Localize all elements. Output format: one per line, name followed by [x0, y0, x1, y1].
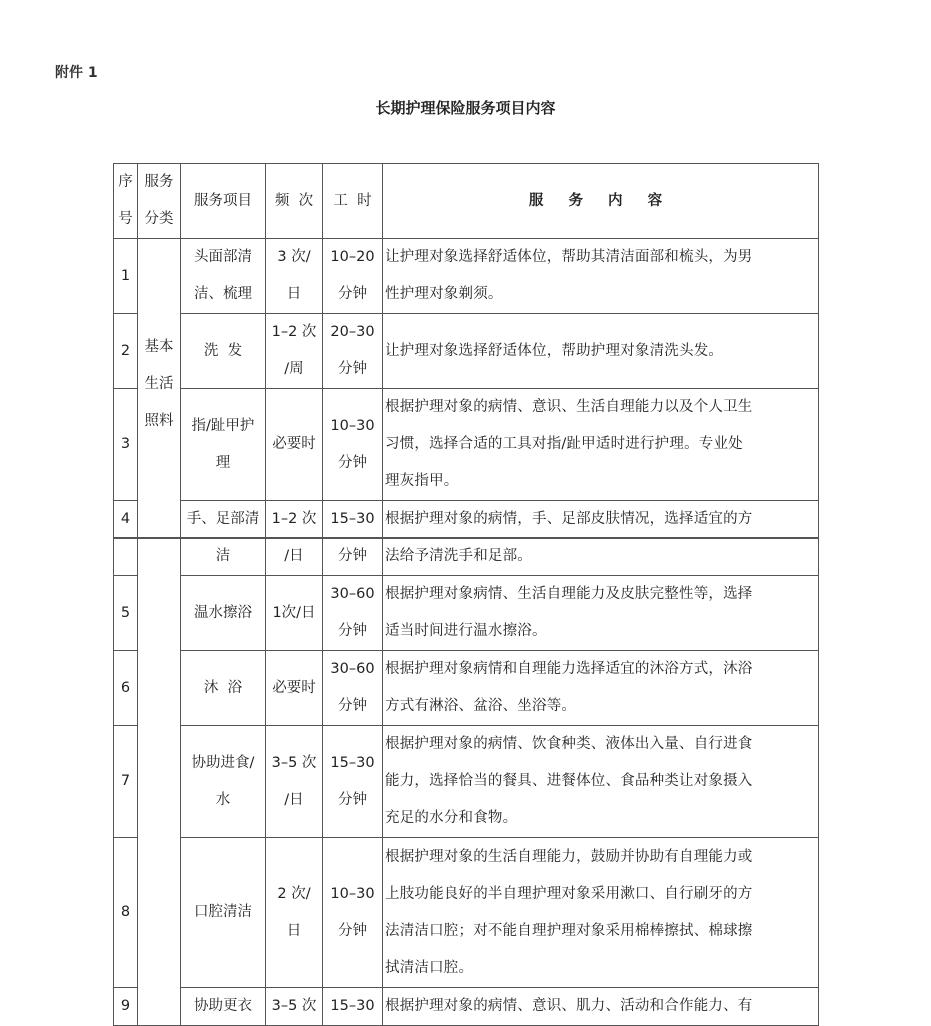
service-table-part-1	[113, 163, 819, 539]
table-row	[114, 838, 819, 988]
duration: 15–30	[323, 988, 383, 1026]
service-content: 让护理对象选择舒适体位，帮助护理对象清洗头发。	[383, 314, 819, 389]
frequency: 1–2 次 /周	[266, 314, 323, 389]
duration: 20–30 分钟	[323, 314, 383, 389]
frequency: /日	[266, 538, 323, 576]
header-item: 服务项目	[181, 164, 266, 239]
header-frequency: 频 次	[266, 164, 323, 239]
service-item: 协助进食/ 水	[181, 726, 266, 838]
service-content: 让护理对象选择舒适体位，帮助其清洁面部和梳头，为男 性护理对象剃须。	[383, 239, 819, 314]
header-no: 序 号	[114, 164, 138, 239]
row-number: 9	[114, 988, 138, 1026]
frequency: 3–5 次	[266, 988, 323, 1026]
service-item: 头面部清 洁、梳理	[181, 239, 266, 314]
table-row	[114, 576, 819, 651]
duration: 10–30 分钟	[323, 838, 383, 988]
service-content: 根据护理对象的病情、意识、肌力、活动和合作能力、有	[383, 988, 819, 1026]
header-content: 服 务 内 容	[383, 164, 819, 239]
service-item: 协助更衣	[181, 988, 266, 1026]
header-duration: 工 时	[323, 164, 383, 239]
row-number	[114, 538, 138, 576]
row-number: 2	[114, 314, 138, 389]
service-item: 洁	[181, 538, 266, 576]
row-number: 6	[114, 651, 138, 726]
service-content: 根据护理对象的病情、意识、生活自理能力以及个人卫生 习惯，选择合适的工具对指/趾甲适时进行护理。专业处 理灰指甲。	[383, 389, 819, 501]
frequency: 3 次/ 日	[266, 239, 323, 314]
table-row	[114, 538, 819, 576]
service-content: 法给予清洗手和足部。	[383, 538, 819, 576]
table-row	[114, 988, 819, 1026]
service-table-part-2	[113, 537, 819, 1026]
frequency: 必要时	[266, 389, 323, 501]
row-number: 1	[114, 239, 138, 314]
table-row	[114, 501, 819, 539]
document-title: 长期护理保险服务项目内容	[375, 99, 556, 117]
service-item: 洗 发	[181, 314, 266, 389]
service-item: 温水擦浴	[181, 576, 266, 651]
duration: 10–20 分钟	[323, 239, 383, 314]
table-row	[114, 726, 819, 838]
frequency: 1次/日	[266, 576, 323, 651]
header-category: 服务 分类	[138, 164, 181, 239]
row-number: 8	[114, 838, 138, 988]
service-item: 手、足部清	[181, 501, 266, 539]
service-item: 指/趾甲护 理	[181, 389, 266, 501]
service-item: 口腔清洁	[181, 838, 266, 988]
frequency: 必要时	[266, 651, 323, 726]
duration: 分钟	[323, 538, 383, 576]
frequency: 3–5 次 /日	[266, 726, 323, 838]
service-content: 根据护理对象病情、生活自理能力及皮肤完整性等，选择 适当时间进行温水擦浴。	[383, 576, 819, 651]
row-number: 4	[114, 501, 138, 539]
service-category: 基本 生活 照料	[138, 239, 181, 539]
table-row	[114, 651, 819, 726]
service-content: 根据护理对象的病情，手、足部皮肤情况，选择适宜的方	[383, 501, 819, 539]
row-number: 7	[114, 726, 138, 838]
duration: 30–60 分钟	[323, 576, 383, 651]
duration: 10–30 分钟	[323, 389, 383, 501]
table-row	[114, 314, 819, 389]
duration: 15–30 分钟	[323, 726, 383, 838]
frequency: 1–2 次	[266, 501, 323, 539]
table-row	[114, 389, 819, 501]
duration: 15–30	[323, 501, 383, 539]
service-item: 沐 浴	[181, 651, 266, 726]
duration: 30–60 分钟	[323, 651, 383, 726]
frequency: 2 次/ 日	[266, 838, 323, 988]
annex-label: 附件 1	[55, 65, 98, 81]
service-content: 根据护理对象的病情、饮食种类、液体出入量、自行进食 能力，选择恰当的餐具、进餐体位、食品种类让对象摄入 充足的水分和食物。	[383, 726, 819, 838]
service-content: 根据护理对象的生活自理能力，鼓励并协助有自理能力或 上肢功能良好的半自理护理对象采用漱口、自行刷牙的方 法清洁口腔；对不能自理护理对象采用棉棒擦拭、棉球擦 拭清洁口腔。	[383, 838, 819, 988]
row-number: 3	[114, 389, 138, 501]
table-header-row	[114, 164, 819, 239]
service-content: 根据护理对象病情和自理能力选择适宜的沐浴方式，沐浴 方式有淋浴、盆浴、坐浴等。	[383, 651, 819, 726]
table-row	[114, 239, 819, 314]
row-number: 5	[114, 576, 138, 651]
service-category	[138, 538, 181, 1026]
